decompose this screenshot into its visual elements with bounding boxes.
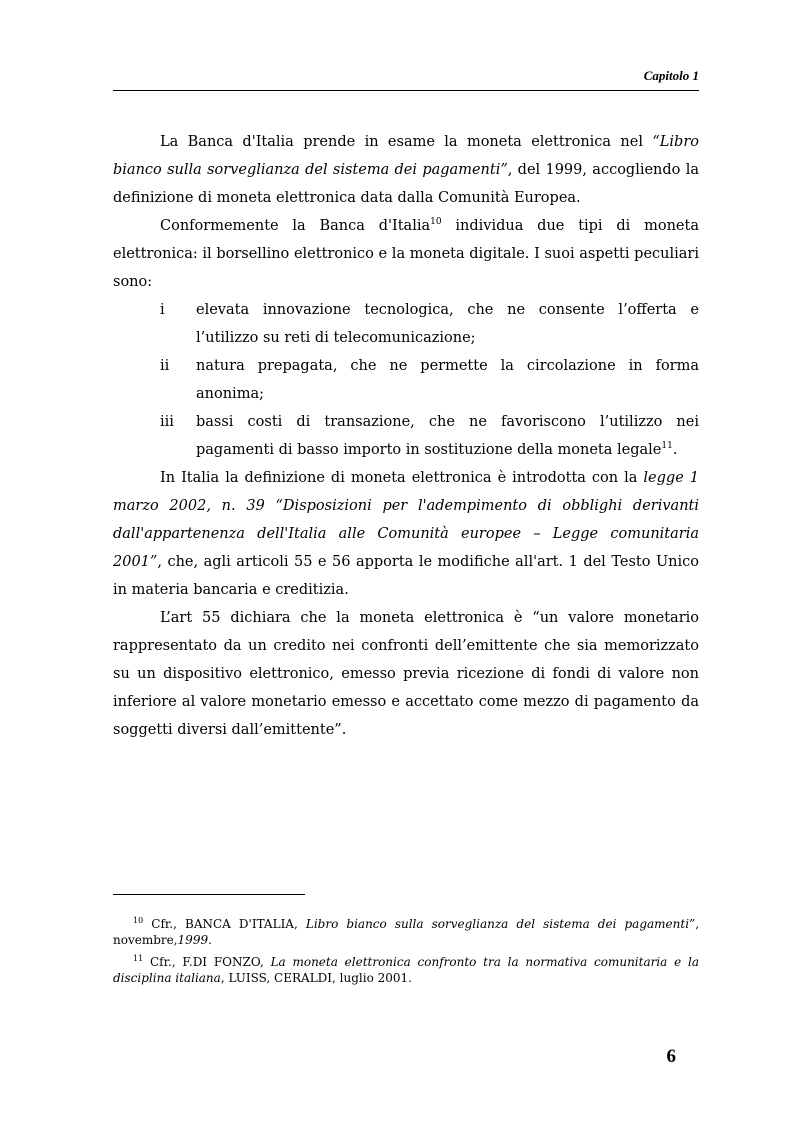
list-item-text-main: bassi costi di transazione, che ne favoriscono l’utilizzo nei pagamenti di basso importo in sostituzione della moneta legale <box>196 414 699 458</box>
p3-text-b: , che, agli articoli 55 e 56 apporta le modifiche all'art. 1 del Testo Unico in materia bancaria e creditizia. <box>113 554 699 598</box>
paragraph-1 <box>113 128 699 212</box>
chapter-label: Capitolo 1 <box>643 68 699 83</box>
p1-text-a: La Banca d'Italia prende in esame la moneta elettronica nel <box>160 134 653 150</box>
list-item-number: ii <box>160 358 170 374</box>
list-item-text: natura prepagata, che ne permette la circolazione in forma anonima; <box>196 358 699 402</box>
p3-text-a: In Italia la definizione di moneta elettronica è introdotta con la <box>160 470 644 486</box>
footnote-text-b: , novembre, <box>113 917 700 947</box>
features-list <box>113 296 699 464</box>
paragraph-3 <box>113 464 699 604</box>
p3-law-title: legge 1 marzo 2002, n. 39 “Disposizioni per l'adempimento di obblighi derivanti dall'appartenenza dell'Italia alle Comunità europee – Legge comunitaria 2001” <box>113 470 699 570</box>
p1-text-b: , del 1999, accogliendo la definizione di moneta elettronica data dalla Comunità Europea. <box>113 162 699 206</box>
footnote-text-a: Cfr., BANCA D'ITALIA, <box>143 917 306 931</box>
p1-title: “Libro bianco sulla sorveglianza del sistema dei pagamenti” <box>113 134 699 178</box>
list-item-text-end: . <box>672 442 678 458</box>
list-item <box>160 352 699 408</box>
footnote-text-end: . <box>208 933 212 947</box>
footnote-number: 11 <box>133 954 144 963</box>
list-item-number: i <box>160 302 165 318</box>
footnote-text-b: , LUISS, CERALDI, luglio 2001. <box>220 971 412 985</box>
footnote-11 <box>113 954 699 986</box>
footnote-text-a: Cfr., F.DI FONZO, <box>143 955 271 969</box>
list-item-number: iii <box>160 414 174 430</box>
footnote-title: Libro bianco sulla sorveglianza del sistema dei pagamenti” <box>305 917 696 931</box>
footnote-title: La moneta elettronica confronto tra la normativa comunitaria e la disciplina italiana <box>113 955 699 985</box>
page-number: 6 <box>666 1046 676 1067</box>
body-text <box>113 128 699 744</box>
list-item-text: elevata innovazione tecnologica, che ne consente l’offerta e l’utilizzo su reti di telecomunicazione; <box>196 302 699 346</box>
footnote-ref-10[interactable]: 10 <box>430 217 442 228</box>
list-item <box>160 408 699 464</box>
paragraph-2 <box>113 212 699 296</box>
list-item <box>160 296 699 352</box>
footnote-ref-11[interactable]: 11 <box>661 441 673 452</box>
p2-text-b: individua due tipi di moneta elettronica: il borsellino elettronico e la moneta digitale. I suoi aspetti peculiari sono: <box>113 218 699 290</box>
footnote-10 <box>113 916 699 948</box>
footnote-year: 1999 <box>177 933 209 947</box>
paragraph-4: L’art 55 dichiara che la moneta elettronica è “un valore monetario rappresentato da un credito nei confronti dell’emittente che sia memorizzato su un dispositivo elettronico, emesso previa ricezione di fondi di valore non inferiore al valore monetario emesso e accettato come mezzo di pagamento da soggetti diversi dall’emittente”. <box>113 610 699 738</box>
list-item-text <box>196 408 699 464</box>
footnote-number: 10 <box>133 916 144 925</box>
page-header <box>113 66 699 91</box>
footnote-divider <box>113 894 305 895</box>
p2-text-a: Conformemente la Banca d'Italia <box>160 218 431 234</box>
footnotes <box>113 916 699 992</box>
